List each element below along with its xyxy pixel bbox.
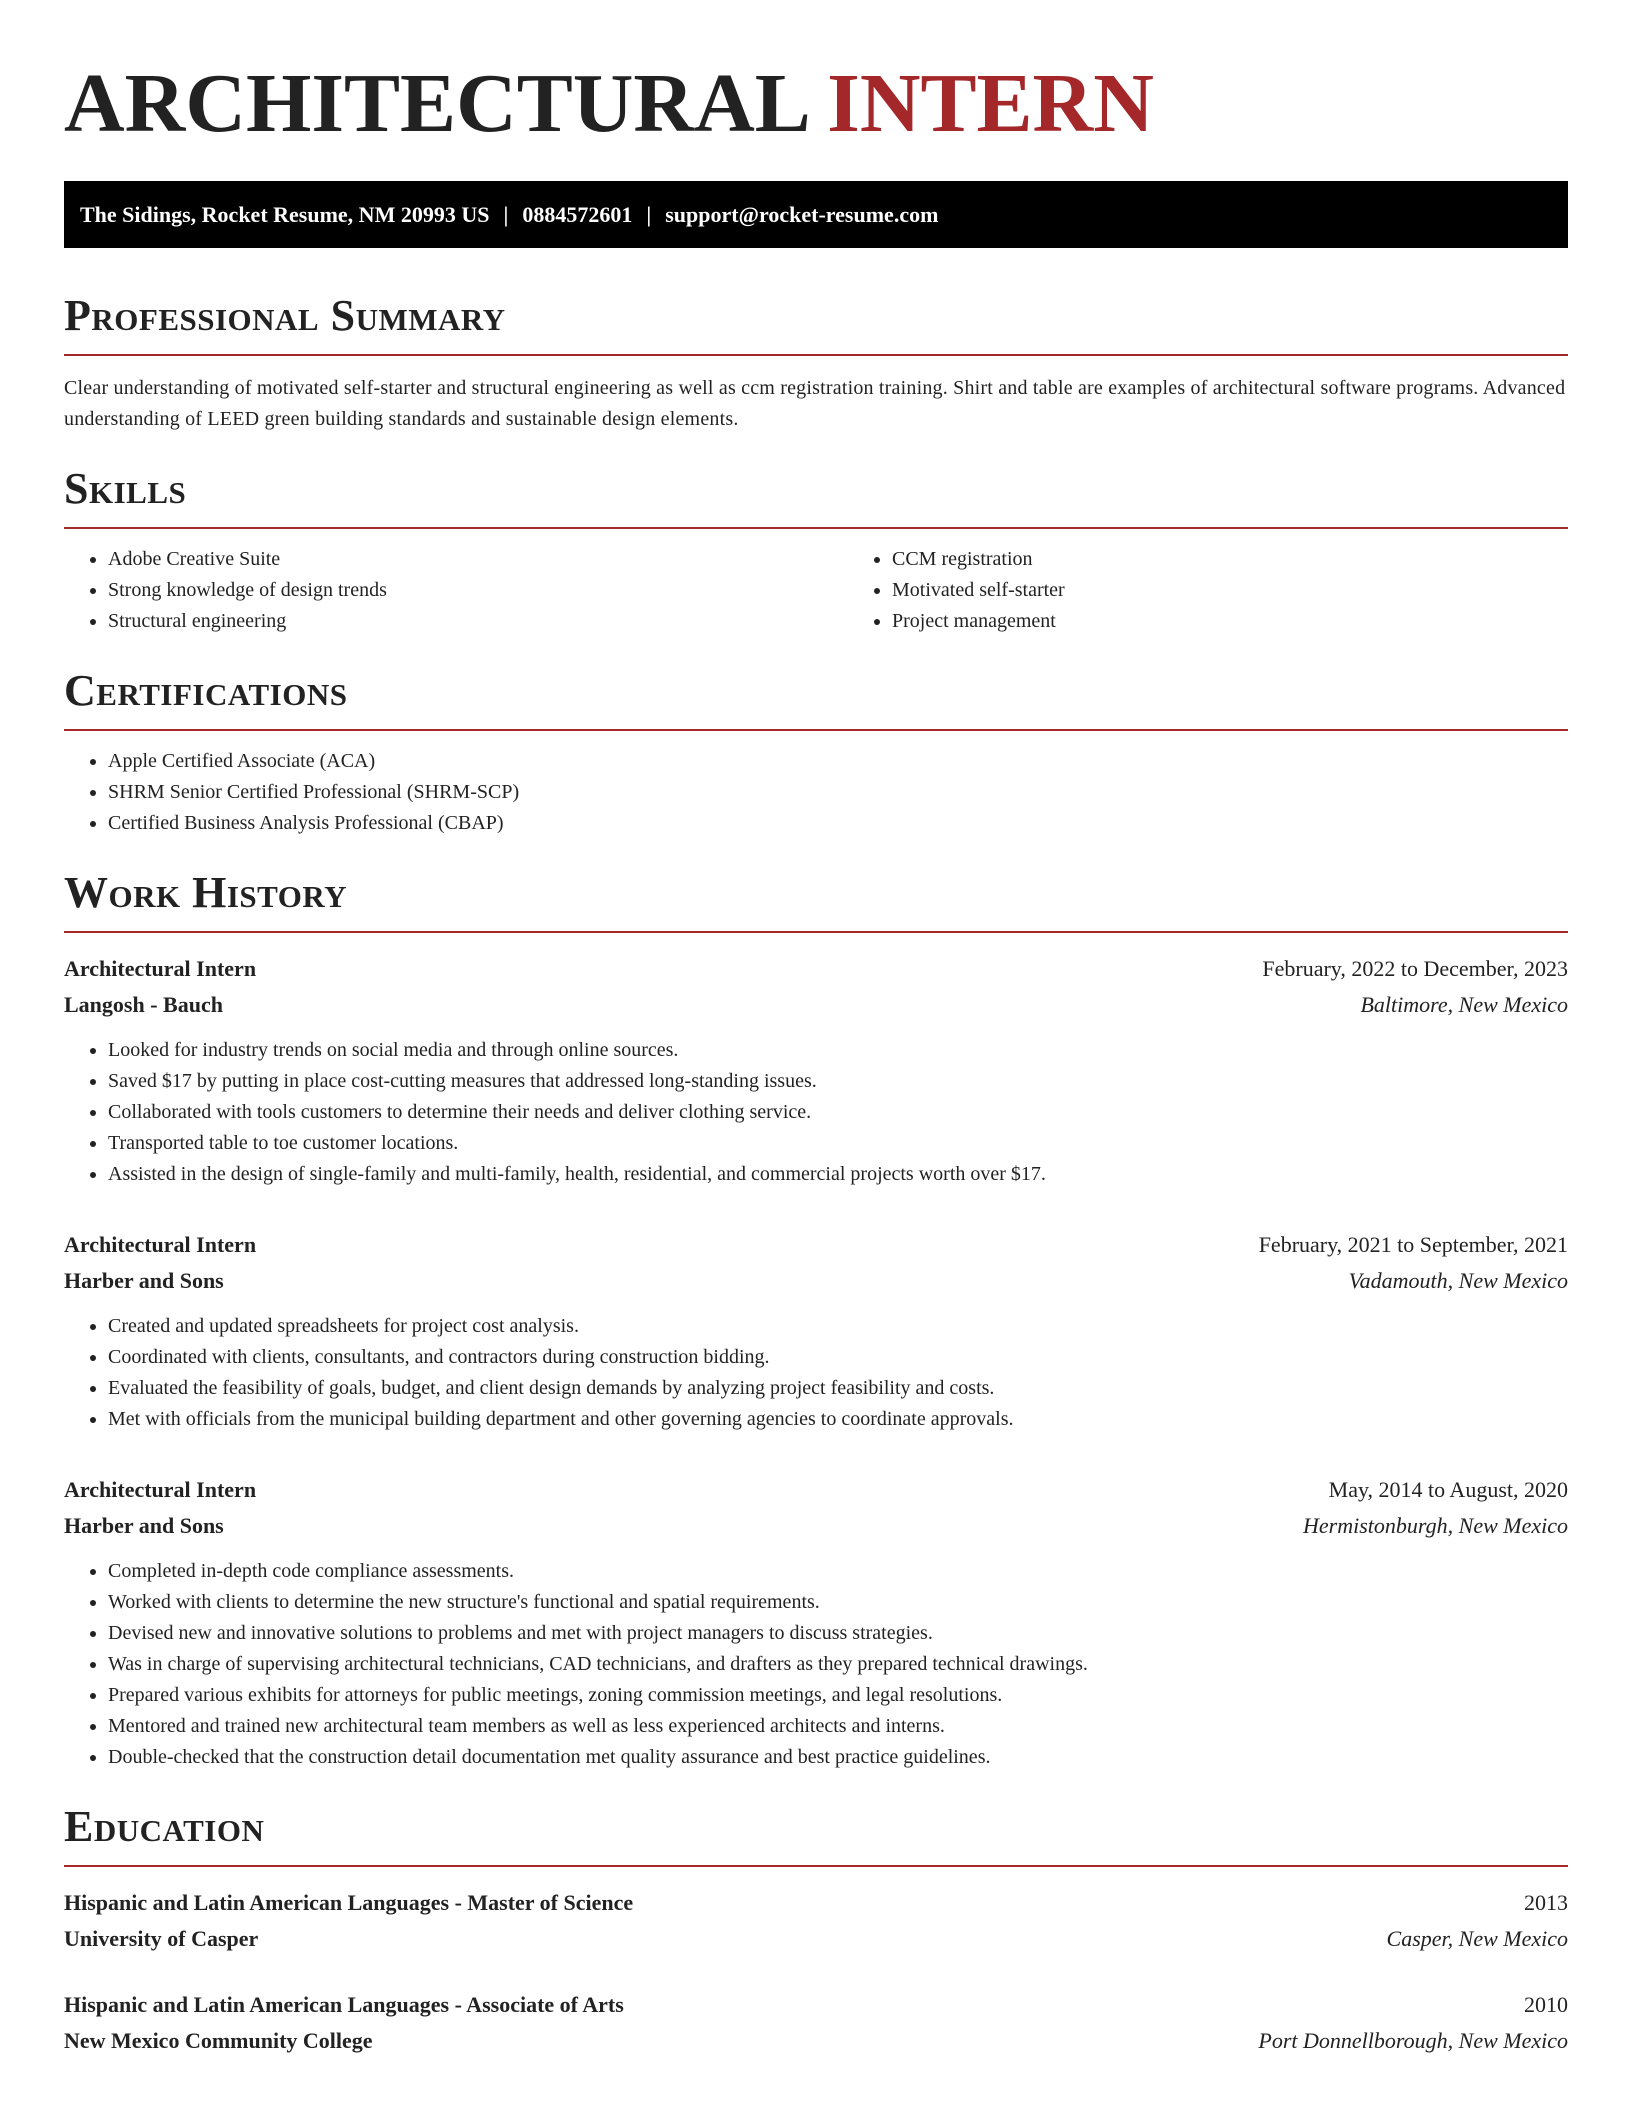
- education-location: Port Donnellborough, New Mexico: [1258, 2028, 1568, 2053]
- summary-section: [64, 292, 1568, 435]
- job-company: Langosh - Bauch: [64, 992, 223, 1017]
- job-title: Architectural Intern: [64, 1477, 257, 1502]
- skill-item: • Motivated self-starter: [892, 575, 1632, 606]
- contact-separator: |: [503, 201, 509, 227]
- contact-phone: 0884572601: [522, 201, 633, 227]
- education-entry: [64, 1885, 1568, 1957]
- education-section: [64, 1803, 1568, 2059]
- job-duty: • Double-checked that the construction detail documentation met quality assurance and best practice guidelines.: [108, 1742, 1568, 1773]
- job-dates: February, 2022 to December, 2023: [1262, 956, 1568, 981]
- skill-item: • Project management: [892, 606, 1632, 637]
- job-duty: • Assisted in the design of single-family and multi-family, health, residential, and commercial projects worth over $17.: [108, 1159, 1568, 1190]
- education-location: Casper, New Mexico: [1386, 1926, 1568, 1951]
- education-year: 2013: [1524, 1890, 1568, 1915]
- section-divider: [64, 1865, 1568, 1867]
- contact-bar: [64, 181, 1568, 248]
- resume-name-heading: [64, 58, 1568, 150]
- skills-grid: [64, 544, 1568, 637]
- job-duties-list: [64, 1556, 1568, 1773]
- job-duty: • Devised new and innovative solutions to problems and met with project managers to discuss strategies.: [108, 1618, 1568, 1649]
- job-duty: • Met with officials from the municipal building department and other governing agencies to coordinate approvals.: [108, 1404, 1568, 1435]
- education-year: 2010: [1524, 1992, 1568, 2017]
- job-title: Architectural Intern: [64, 1232, 257, 1257]
- job-company: Harber and Sons: [64, 1513, 224, 1538]
- certification-item: • SHRM Senior Certified Professional (SHRM-SCP): [108, 777, 1568, 808]
- contact-email: support@rocket-resume.com: [665, 201, 939, 227]
- job-company-row: [64, 1508, 1568, 1544]
- education-degree: Hispanic and Latin American Languages - Associate of Arts: [64, 1992, 624, 2017]
- skills-heading: Skills: [64, 464, 187, 513]
- skill-item: • CCM registration: [892, 544, 1632, 575]
- name-main: ARCHITECTURAL: [64, 57, 807, 150]
- education-heading: Education: [64, 1802, 265, 1851]
- summary-heading: Professional Summary: [64, 291, 506, 340]
- job-company-row: [64, 987, 1568, 1023]
- skill-item: • Structural engineering: [108, 606, 848, 637]
- section-divider: [64, 354, 1568, 356]
- contact-separator: |: [646, 201, 652, 227]
- job-header-row: [64, 951, 1568, 987]
- job-location: Vadamouth, New Mexico: [1348, 1268, 1568, 1293]
- job-duty: • Worked with clients to determine the new structure's functional and spatial requirements.: [108, 1587, 1568, 1618]
- section-divider: [64, 729, 1568, 731]
- contact-address: The Sidings, Rocket Resume, NM 20993 US: [80, 201, 490, 227]
- job-duty: • Transported table to toe customer locations.: [108, 1128, 1568, 1159]
- summary-text: Clear understanding of motivated self-starter and structural engineering as well as ccm registration training. Shirt and table are examples of architectural software programs. Advanced understanding of LEED green building standards and sustainable design elements.: [64, 377, 1566, 430]
- job-duty: • Coordinated with clients, consultants, and contractors during construction bidding.: [108, 1342, 1568, 1373]
- work-history-section: [64, 869, 1568, 1773]
- certifications-list: [64, 746, 1568, 839]
- job-duty: • Was in charge of supervising architectural technicians, CAD technicians, and drafters as they prepared technical drawings.: [108, 1649, 1568, 1680]
- job-header-row: [64, 1472, 1568, 1508]
- certification-item: • Certified Business Analysis Professional (CBAP): [108, 808, 1568, 839]
- section-divider: [64, 931, 1568, 933]
- job-duty: • Evaluated the feasibility of goals, budget, and client design demands by analyzing project feasibility and costs.: [108, 1373, 1568, 1404]
- skill-item: • Strong knowledge of design trends: [108, 575, 848, 606]
- job-header-row: [64, 1227, 1568, 1263]
- job-location: Hermistonburgh, New Mexico: [1303, 1513, 1568, 1538]
- education-school: University of Casper: [64, 1926, 259, 1951]
- certification-item: • Apple Certified Associate (ACA): [108, 746, 1568, 777]
- job-entry: [64, 1472, 1568, 1773]
- section-divider: [64, 527, 1568, 529]
- education-degree-row: [64, 1885, 1568, 1921]
- job-company: Harber and Sons: [64, 1268, 224, 1293]
- job-duty: • Looked for industry trends on social media and through online sources.: [108, 1035, 1568, 1066]
- education-degree-row: [64, 1987, 1568, 2023]
- job-duty: • Collaborated with tools customers to determine their needs and deliver clothing service.: [108, 1097, 1568, 1128]
- education-school-row: [64, 2023, 1568, 2059]
- skills-list-right: [848, 544, 1632, 637]
- education-school-row: [64, 1921, 1568, 1957]
- job-duty: • Saved $17 by putting in place cost-cutting measures that addressed long-standing issues.: [108, 1066, 1568, 1097]
- name-accent: INTERN: [827, 57, 1154, 150]
- education-degree: Hispanic and Latin American Languages - Master of Science: [64, 1890, 634, 1915]
- skills-section: [64, 465, 1568, 637]
- skill-item: • Adobe Creative Suite: [108, 544, 848, 575]
- job-duty: • Prepared various exhibits for attorneys for public meetings, zoning commission meetings, and legal resolutions.: [108, 1680, 1568, 1711]
- job-location: Baltimore, New Mexico: [1360, 992, 1568, 1017]
- job-dates: May, 2014 to August, 2020: [1328, 1477, 1568, 1502]
- education-school: New Mexico Community College: [64, 2028, 373, 2053]
- job-company-row: [64, 1263, 1568, 1299]
- certifications-heading: Certifications: [64, 666, 348, 715]
- skills-list-left: [64, 544, 848, 637]
- job-duty: • Mentored and trained new architectural team members as well as less experienced architects and interns.: [108, 1711, 1568, 1742]
- certifications-section: [64, 667, 1568, 839]
- education-entry: [64, 1987, 1568, 2059]
- job-title: Architectural Intern: [64, 956, 257, 981]
- job-entry: [64, 951, 1568, 1190]
- job-entry: [64, 1227, 1568, 1435]
- job-dates: February, 2021 to September, 2021: [1258, 1232, 1568, 1257]
- job-duties-list: [64, 1311, 1568, 1435]
- job-duty: • Created and updated spreadsheets for project cost analysis.: [108, 1311, 1568, 1342]
- work-history-heading: Work History: [64, 868, 348, 917]
- job-duties-list: [64, 1035, 1568, 1190]
- job-duty: • Completed in-depth code compliance assessments.: [108, 1556, 1568, 1587]
